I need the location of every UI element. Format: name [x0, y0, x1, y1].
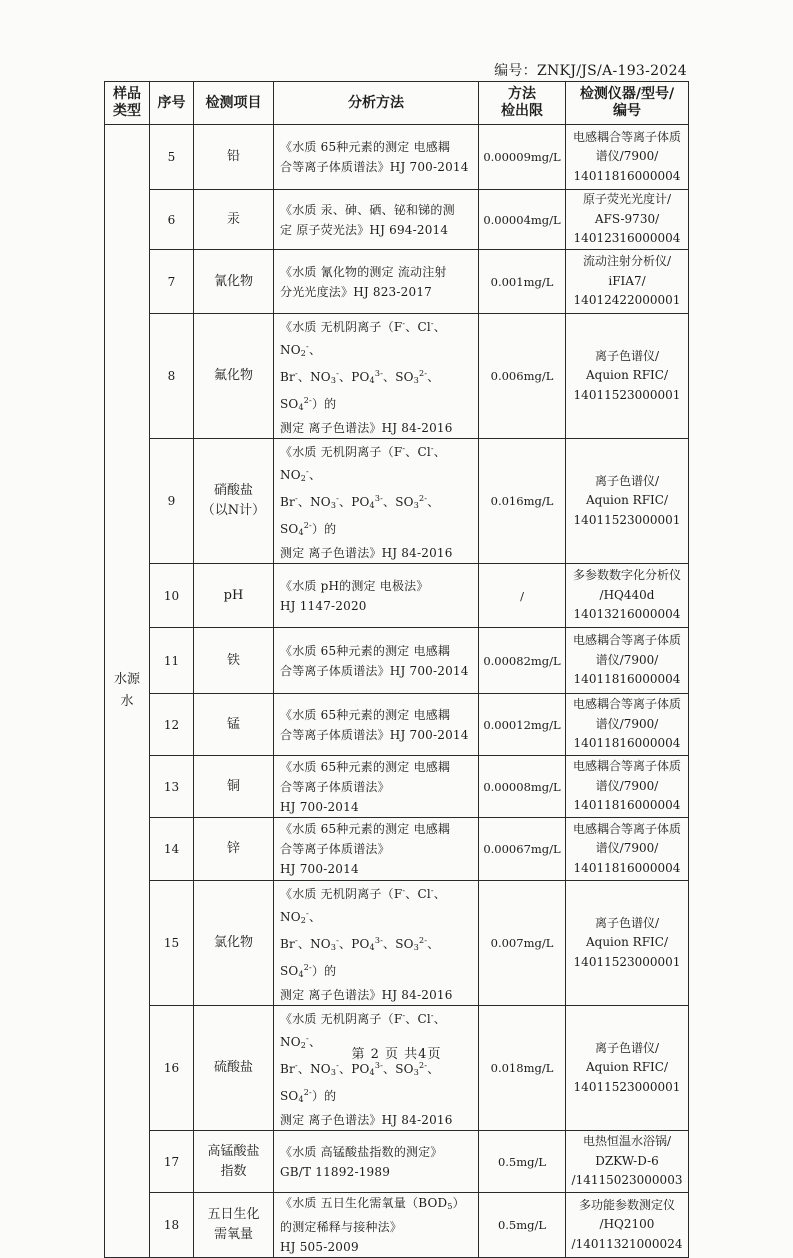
seq-cell: 5: [150, 125, 194, 190]
test-item-cell: [194, 818, 274, 881]
text-line: 锌: [226, 841, 240, 856]
subscript: 3: [330, 943, 337, 952]
superscript: -: [306, 467, 309, 476]
page-footer: 第 2 页 共4页: [351, 1047, 442, 1062]
text-line: 离子色谱仪/: [594, 348, 660, 363]
subscript: 5: [447, 1202, 453, 1211]
header-sample-type: 样品 类型: [105, 82, 150, 125]
seq-cell: 15: [150, 881, 194, 1006]
subscript: 2: [300, 1041, 307, 1050]
test-item-cell: [194, 1006, 274, 1131]
instrument-cell: [566, 439, 689, 564]
table-row: [105, 190, 689, 250]
superscript: -: [430, 1011, 434, 1020]
superscript: 2-: [419, 1061, 428, 1070]
text-line: Aquion RFIC/: [585, 493, 668, 508]
subscript: 4: [298, 970, 304, 979]
detection-limit-cell: 0.018mg/L: [479, 1006, 566, 1131]
method-cell: [274, 190, 479, 250]
text-line: 谱仪/7900/: [595, 149, 659, 164]
seq-cell: 14: [150, 818, 194, 881]
superscript: 3-: [374, 936, 384, 945]
superscript: 2-: [419, 936, 428, 945]
text-line: 水源: [113, 672, 140, 687]
text-line: 14012422000001: [573, 293, 681, 308]
text-line: 《水质 氰化物的测定 流动注射: [280, 264, 447, 279]
text-line: 水: [120, 694, 134, 709]
text-line: 指数: [220, 1163, 247, 1179]
text-line: 离子色谱仪/: [594, 473, 660, 488]
detection-limit-cell: 0.00004mg/L: [479, 190, 566, 250]
subscript: 3: [330, 376, 337, 385]
text-line: 14012316000004: [573, 231, 681, 246]
superscript: -: [336, 1061, 340, 1070]
test-item-cell: [194, 250, 274, 314]
text-line: HJ 505-2009: [280, 1240, 359, 1254]
text-line: 14011816000004: [573, 798, 681, 813]
superscript: -: [430, 886, 434, 895]
text-line: 离子色谱仪/: [594, 915, 660, 930]
text-line: （以N计）: [201, 503, 266, 518]
text-line: 铅: [226, 149, 240, 164]
instrument-cell: [566, 881, 689, 1006]
method-cell: 《水质 五日生化需氧量$(BOD_5)$ 的测定稀释与接种法》 HJ 505-2009: [274, 1193, 479, 1258]
text-line: 电热恒温水浴锅/: [582, 1134, 672, 1149]
superscript: 2-: [303, 1088, 312, 1097]
text-line: 电感耦合等离子体质: [572, 821, 681, 836]
text-line: 谱仪/7900/: [595, 652, 659, 667]
method-cell: 《水质 无机阴离子（F-、Cl-、$NO_2^-$、 Br-、$NO_3^-$、$PO_4^{3-}$、$SO_3^{2-}$、$SO_4^{2-}$）的 测定 离子色谱法》HJ 84-2016: [274, 439, 479, 564]
instrument-cell: [566, 1006, 689, 1131]
method-cell: 《水质 无机阴离子（F-、Cl-、$NO_2^-$、 Br-、$NO_3^-$、$PO_4^{3-}$、$SO_3^{2-}$、$SO_4^{2-}$）的 测定 离子色谱法》HJ 84-2016: [274, 1006, 479, 1131]
seq-cell: 7: [150, 250, 194, 314]
text-line: 《水质 65种元素的测定 电感耦: [280, 822, 451, 836]
superscript: -: [294, 494, 298, 503]
table-row: [105, 1193, 689, 1258]
text-line: 《水质 65种元素的测定 电感耦: [280, 707, 451, 722]
text-line: 原子荧光光度计/: [582, 192, 672, 207]
seq-cell: 12: [150, 694, 194, 756]
header-seq: 序号: [150, 82, 194, 125]
table-row: [105, 439, 689, 564]
text-line: 五日生化: [207, 1207, 260, 1222]
subscript: 3: [413, 1068, 420, 1077]
seq-cell: 13: [150, 756, 194, 818]
instrument-cell: [566, 818, 689, 881]
test-item-cell: [194, 190, 274, 250]
superscript: -: [294, 1061, 298, 1070]
subscript: 2: [300, 916, 307, 925]
header-item: 检测项目: [194, 82, 274, 125]
instrument-cell: [566, 1193, 689, 1258]
text-line: 合等离子体质谱法》: [280, 842, 390, 856]
instrument-cell: [566, 125, 689, 190]
text-line: 14011523000001: [573, 512, 681, 527]
method-cell: [274, 628, 479, 694]
subscript: 3: [413, 501, 420, 510]
test-method-table: [104, 81, 689, 1258]
text-line: 《水质 65种元素的测定 电感耦: [280, 759, 451, 774]
seq-cell: 9: [150, 439, 194, 564]
superscript: 2-: [419, 369, 428, 378]
text-line: 氟化物: [213, 368, 253, 383]
table-row: [105, 694, 689, 756]
text-line: 多功能参数测定仪: [578, 1197, 675, 1212]
subscript: 4: [369, 1068, 375, 1077]
table-row: [105, 756, 689, 818]
text-line: 铁: [226, 652, 240, 668]
text-line: pH: [223, 587, 244, 603]
test-item-cell: [194, 756, 274, 818]
detection-limit-cell: 0.006mg/L: [479, 314, 566, 439]
subscript: 4: [369, 376, 375, 385]
text-line: Aquion RFIC/: [585, 935, 668, 950]
subscript: 3: [330, 1068, 337, 1077]
instrument-cell: [566, 628, 689, 694]
text-line: 测定 离子色谱法》HJ 84-2016: [280, 1113, 453, 1127]
detection-limit-cell: 0.001mg/L: [479, 250, 566, 314]
text-line: 14011816000004: [573, 736, 681, 751]
instrument-cell: [566, 756, 689, 818]
seq-cell: 18: [150, 1193, 194, 1258]
subscript: 4: [369, 943, 375, 952]
text-line: 需氧量: [213, 1227, 253, 1242]
text-line: 14011523000001: [573, 1079, 681, 1094]
table-row: [105, 564, 689, 628]
text-line: 测定 离子色谱法》HJ 84-2016: [280, 988, 453, 1002]
superscript: 3-: [374, 1061, 384, 1070]
seq-cell: 17: [150, 1131, 194, 1193]
detection-limit-cell: 0.5mg/L: [479, 1131, 566, 1193]
table-row: [105, 250, 689, 314]
text-line: 《水质 65种元素的测定 电感耦: [280, 140, 451, 154]
text-line: 汞: [226, 211, 240, 227]
text-line: 电感耦合等离子体质: [572, 633, 681, 648]
superscript: -: [402, 886, 406, 895]
instrument-cell: [566, 190, 689, 250]
method-cell: [274, 818, 479, 881]
method-cell: [274, 694, 479, 756]
test-item-cell: [194, 125, 274, 190]
test-item-cell: [194, 694, 274, 756]
instrument-cell: [566, 694, 689, 756]
subscript: 3: [413, 943, 420, 952]
text-line: 锰: [226, 716, 240, 732]
method-cell: 《水质 无机阴离子（F-、Cl-、$NO_2^-$、 Br-、$NO_3^-$、$PO_4^{3-}$、$SO_3^{2-}$、$SO_4^{2-}$）的 测定 离子色谱法》HJ 84-2016: [274, 881, 479, 1006]
text-line: /14115023000003: [571, 1173, 683, 1188]
text-line: HJ 1147-2020: [280, 598, 367, 613]
superscript: 2-: [303, 396, 312, 405]
test-item-cell: [194, 1131, 274, 1193]
instrument-cell: [566, 1131, 689, 1193]
text-line: 谱仪/7900/: [595, 841, 659, 856]
seq-cell: 6: [150, 190, 194, 250]
text-line: 合等离子体质谱法》: [280, 779, 390, 794]
superscript: -: [430, 444, 434, 453]
superscript: -: [306, 909, 309, 918]
header-method: 分析方法: [274, 82, 479, 125]
subscript: 2: [300, 474, 307, 483]
detection-limit-cell: 0.00009mg/L: [479, 125, 566, 190]
text-line: 测定 离子色谱法》HJ 84-2016: [280, 546, 453, 560]
text-line: 合等离子体质谱法》HJ 700-2014: [280, 727, 469, 742]
text-line: 14011523000001: [573, 954, 681, 969]
instrument-cell: [566, 314, 689, 439]
superscript: -: [336, 936, 340, 945]
superscript: -: [336, 494, 340, 503]
test-item-cell: [194, 881, 274, 1006]
test-item-cell: [194, 439, 274, 564]
subscript: 3: [413, 376, 420, 385]
text-line: /HQ440d: [599, 587, 655, 602]
superscript: -: [402, 319, 406, 328]
text-line: 合等离子体质谱法》HJ 700-2014: [280, 160, 469, 174]
test-item-cell: [194, 1193, 274, 1258]
seq-cell: 10: [150, 564, 194, 628]
table-row: [105, 1131, 689, 1193]
text-line: iFIA7/: [608, 273, 646, 288]
subscript: 2: [300, 349, 307, 358]
superscript: -: [294, 369, 298, 378]
text-line: 硫酸盐: [213, 1060, 253, 1075]
text-line: 硝酸盐: [213, 483, 253, 498]
text-line: 高锰酸盐: [207, 1143, 260, 1159]
header-instrument: 检测仪器/型号/ 编号: [566, 82, 689, 125]
subscript: 4: [369, 501, 375, 510]
document-number: 编号：ZNKJ/JS/A-193-2024: [494, 63, 687, 79]
test-item-cell: [194, 314, 274, 439]
detection-limit-cell: /: [479, 564, 566, 628]
text-line: 合等离子体质谱法》HJ 700-2014: [280, 663, 469, 678]
text-line: DZKW-D-6: [595, 1153, 659, 1168]
superscript: 2-: [303, 963, 312, 972]
superscript: 3-: [374, 494, 384, 503]
text-line: HJ 700-2014: [280, 862, 359, 876]
text-line: 《水质 汞、砷、硒、铋和锑的测: [280, 202, 455, 217]
text-line: 14013216000004: [573, 607, 681, 622]
table-header-row: [105, 82, 689, 125]
superscript: 3-: [374, 369, 384, 378]
subscript: 3: [330, 501, 337, 510]
method-cell: 《水质 无机阴离子（F-、Cl-、$NO_2^-$、 Br-、$NO_3^-$、$PO_4^{3-}$、$SO_3^{2-}$、$SO_4^{2-}$）的 测定 离子色谱法》HJ 84-2016: [274, 314, 479, 439]
table-row: [105, 628, 689, 694]
seq-cell: 11: [150, 628, 194, 694]
sample-type-cell: [105, 125, 150, 1258]
test-item-cell: [194, 628, 274, 694]
text-line: 谱仪/7900/: [595, 716, 659, 731]
text-line: 测定 离子色谱法》HJ 84-2016: [280, 421, 453, 435]
method-cell: [274, 756, 479, 818]
text-line: GB/T 11892-1989: [280, 1164, 391, 1179]
instrument-cell: [566, 564, 689, 628]
text-line: 分光光度法》HJ 823-2017: [280, 284, 432, 299]
method-cell: [274, 125, 479, 190]
text-line: 流动注射分析仪/: [582, 254, 672, 269]
superscript: 2-: [419, 494, 428, 503]
superscript: -: [402, 1011, 406, 1020]
text-line: 谱仪/7900/: [595, 778, 659, 793]
text-line: 的测定稀释与接种法》: [280, 1220, 403, 1234]
method-cell: [274, 1131, 479, 1193]
text-line: AFS-9730/: [594, 211, 660, 226]
method-cell: [274, 250, 479, 314]
text-line: 14011523000001: [573, 387, 681, 402]
text-line: Aquion RFIC/: [585, 368, 668, 383]
detection-limit-cell: 0.00067mg/L: [479, 818, 566, 881]
seq-cell: 8: [150, 314, 194, 439]
subscript: 4: [298, 403, 304, 412]
table-row: [105, 881, 689, 1006]
text-line: HJ 700-2014: [280, 799, 359, 814]
method-cell: [274, 564, 479, 628]
detection-limit-cell: 0.007mg/L: [479, 881, 566, 1006]
detection-limit-cell: 0.016mg/L: [479, 439, 566, 564]
text-line: 电感耦合等离子体质: [572, 759, 681, 774]
table-row: [105, 818, 689, 881]
superscript: -: [294, 936, 298, 945]
text-line: 氯化物: [213, 935, 253, 950]
text-line: /HQ2100: [599, 1217, 655, 1232]
text-line: 14011816000004: [573, 672, 681, 687]
superscript: -: [306, 1034, 309, 1043]
header-limit: 方法 检出限: [479, 82, 566, 125]
instrument-cell: [566, 250, 689, 314]
text-line: 铜: [226, 778, 240, 794]
text-line: 《水质 高锰酸盐指数的测定》: [280, 1144, 443, 1159]
superscript: -: [336, 369, 340, 378]
superscript: 2-: [303, 521, 312, 530]
text-line: 《水质 65种元素的测定 电感耦: [280, 643, 451, 658]
text-line: 离子色谱仪/: [594, 1040, 660, 1055]
text-line: 电感耦合等离子体质: [572, 697, 681, 712]
superscript: -: [306, 342, 309, 351]
text-line: 定 原子荧光法》HJ 694-2014: [280, 222, 449, 237]
test-item-cell: [194, 564, 274, 628]
text-line: 《水质 pH的测定 电极法》: [280, 578, 429, 593]
text-line: 多参数数字化分析仪: [572, 568, 681, 583]
text-line: Aquion RFIC/: [585, 1060, 668, 1075]
seq-cell: 16: [150, 1006, 194, 1131]
subscript: 4: [298, 528, 304, 537]
table-row: [105, 1006, 689, 1131]
text-line: 电感耦合等离子体质: [572, 129, 681, 144]
superscript: -: [430, 319, 434, 328]
text-line: 14011816000004: [573, 168, 681, 183]
subscript: 4: [298, 1095, 304, 1104]
detection-limit-cell: 0.00082mg/L: [479, 628, 566, 694]
detection-limit-cell: 0.00008mg/L: [479, 756, 566, 818]
text-line: 14011816000004: [573, 860, 681, 875]
detection-limit-cell: 0.5mg/L: [479, 1193, 566, 1258]
detection-limit-cell: 0.00012mg/L: [479, 694, 566, 756]
text-line: 氰化物: [213, 273, 253, 289]
table-row: [105, 314, 689, 439]
text-line: /14011321000024: [571, 1236, 683, 1251]
superscript: -: [402, 444, 406, 453]
table-row: [105, 125, 689, 190]
